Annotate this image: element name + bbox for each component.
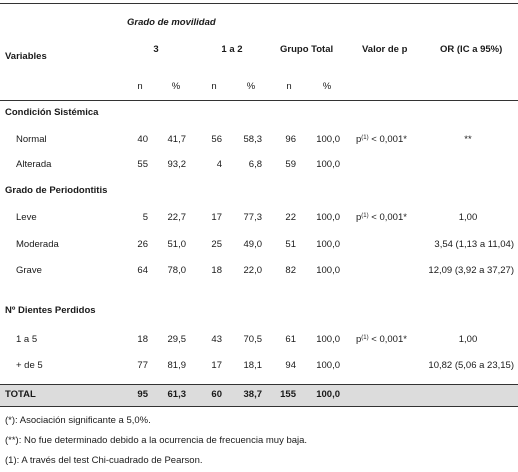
cell-n3: 55 [137, 159, 148, 170]
cell-p3: 41,7 [167, 134, 186, 145]
col-p-header: Valor de p [362, 44, 408, 55]
cell-p12: 49,0 [243, 239, 262, 250]
cell-p3: 81,9 [167, 360, 186, 371]
cell-p3: 29,5 [167, 334, 186, 345]
cell-pt: 100,0 [316, 212, 340, 223]
cell-n3: 5 [142, 212, 148, 223]
cell-nt: 59 [285, 159, 296, 170]
row-label: Leve [16, 212, 37, 223]
pct-header-total: % [322, 81, 332, 92]
col-total-header: Grupo Total [280, 44, 334, 55]
cell-p3: 93,2 [167, 159, 186, 170]
cell-p12: 70,5 [243, 334, 262, 345]
top-rule [0, 3, 518, 4]
cell-nt: 96 [285, 134, 296, 145]
row-label: + de 5 [16, 360, 43, 371]
total-top-rule [0, 384, 518, 385]
n-header-1a2: n [211, 81, 217, 92]
pct-header-1a2: % [246, 81, 256, 92]
cell-nt: 51 [285, 239, 296, 250]
total-n3: 95 [137, 389, 148, 400]
cell-p3: 51,0 [167, 239, 186, 250]
cell-p12: 6,8 [248, 159, 262, 170]
cell-p12: 77,3 [243, 212, 262, 223]
cell-pt: 100,0 [316, 265, 340, 276]
cell-n3: 77 [137, 360, 148, 371]
cell-n12: 56 [211, 134, 222, 145]
row-label: 1 a 5 [16, 334, 38, 345]
cell-pval: $p^{(1)} < 0,001*$ [356, 212, 407, 223]
row-label: Grave [16, 265, 42, 276]
cell-n12: 43 [211, 334, 222, 345]
footnote: (**): No fue determinado debido a la ocurrencia de frecuencia muy baja. [5, 435, 308, 446]
cell-n3: 18 [137, 334, 148, 345]
cell-p12: 22,0 [243, 265, 262, 276]
cell-or: 1,00 [458, 212, 478, 223]
cell-pval: $p^{(1)} < 0,001*$ [356, 134, 407, 145]
cell-pt: 100,0 [316, 159, 340, 170]
cell-pt: 100,0 [316, 134, 340, 145]
variables-header: Variables [5, 51, 47, 62]
cell-n12: 17 [211, 360, 222, 371]
total-p12: 38,7 [243, 389, 262, 400]
group-title: Grado de movilidad [127, 17, 216, 28]
total-p3: 61,3 [167, 389, 186, 400]
cell-or: 3,54 (1,13 a 11,04) [434, 239, 514, 250]
cell-nt: 94 [285, 360, 296, 371]
cell-n3: 26 [137, 239, 148, 250]
total-bottom-rule [0, 406, 518, 407]
col-or-header: OR (IC a 95%) [440, 44, 503, 55]
cell-or: 10,82 (5,06 a 23,15) [428, 360, 514, 371]
cell-or: 1,00 [458, 334, 478, 345]
footnote: (1): A través del test Chi-cuadrado de Pearson. [5, 455, 203, 466]
cell-n12: 25 [211, 239, 222, 250]
cell-n12: 17 [211, 212, 222, 223]
row-label: Alterada [16, 159, 52, 170]
cell-pt: 100,0 [316, 239, 340, 250]
col-3-header: 3 [153, 44, 159, 55]
row-label: Moderada [16, 239, 59, 250]
cell-nt: 82 [285, 265, 296, 276]
cell-n12: 18 [211, 265, 222, 276]
cell-pval: $p^{(1)} < 0,001*$ [356, 334, 407, 345]
cell-p3: 22,7 [167, 212, 186, 223]
cell-or: 12,09 (3,92 a 37,27) [428, 265, 514, 276]
header-rule [0, 100, 518, 101]
cell-pt: 100,0 [316, 360, 340, 371]
cell-p12: 58,3 [243, 134, 262, 145]
section-title-dientes: Nº Dientes Perdidos [5, 305, 96, 316]
cell-n3: 40 [137, 134, 148, 145]
total-n12: 60 [211, 389, 222, 400]
cell-pt: 100,0 [316, 334, 340, 345]
section-title-sistemica: Condición Sistémica [5, 107, 99, 118]
cell-or: ** [464, 134, 472, 145]
cell-nt: 22 [285, 212, 296, 223]
row-label: Normal [16, 134, 47, 145]
total-pt: 100,0 [316, 389, 340, 400]
total-nt: 155 [280, 389, 296, 400]
cell-n3: 64 [137, 265, 148, 276]
n-header-total: n [286, 81, 292, 92]
pct-header-3: % [171, 81, 181, 92]
section-title-periodontitis: Grado de Periodontitis [5, 185, 108, 196]
col-1a2-header: 1 a 2 [221, 44, 243, 55]
footnote: (*): Asociación significante a 5,0%. [5, 415, 151, 426]
cell-p12: 18,1 [243, 360, 262, 371]
cell-p3: 78,0 [167, 265, 186, 276]
total-label: TOTAL [5, 389, 36, 400]
cell-nt: 61 [285, 334, 296, 345]
cell-n12: 4 [216, 159, 222, 170]
n-header-3: n [137, 81, 143, 92]
